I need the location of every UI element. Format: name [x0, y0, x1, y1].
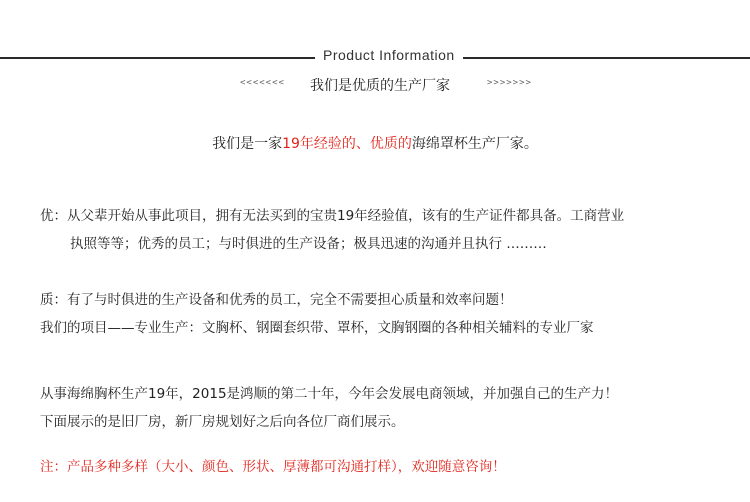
quality-line-2: 我们的项目——专业生产：文胸杯、钢圈套织带、罩杯，文胸钢圈的各种相关辅料的专业厂家 [40, 320, 594, 336]
intro-highlight: 19年经验的、优质的 [282, 136, 412, 152]
advantages-paragraph [40, 202, 740, 258]
section-title: Product Information [315, 47, 463, 63]
history-line-2: 下面展示的是旧厂房，新厂房规划好之后向各位厂商们展示。 [40, 414, 405, 430]
history-line-1: 从事海绵胸杯生产19年，2015是鸿顺的第二十年，今年会发展电商领域，并加强自己的生产力！ [40, 386, 619, 402]
advantages-line-1: 优：从父辈开始从事此项目，拥有无法买到的宝贵19年经验值，该有的生产证件都具备。工商营业 [40, 208, 625, 224]
intro-line [0, 133, 750, 153]
subtitle-text: 我们是优质的生产厂家 [310, 78, 450, 94]
quality-paragraph [40, 286, 740, 342]
history-paragraph [40, 380, 740, 436]
right-arrows-decoration: >>>>>>> [487, 78, 532, 88]
subtitle-row [0, 75, 750, 95]
intro-prefix: 我们是一家 [212, 136, 283, 152]
left-arrows-decoration: <<<<<<< [240, 78, 285, 88]
note-line: 注：产品多种多样（大小、颜色、形状、厚薄都可沟通打样），欢迎随意咨询！ [40, 459, 506, 475]
quality-line-1: 质：有了与时俱进的生产设备和优秀的员工，完全不需要担心质量和效率问题！ [40, 292, 513, 308]
intro-suffix: 海绵罩杯生产厂家。 [411, 136, 538, 152]
advantages-line-2: 执照等等；优秀的员工；与时俱进的生产设备；极具迅速的沟通并且执行 ……… [70, 236, 547, 252]
